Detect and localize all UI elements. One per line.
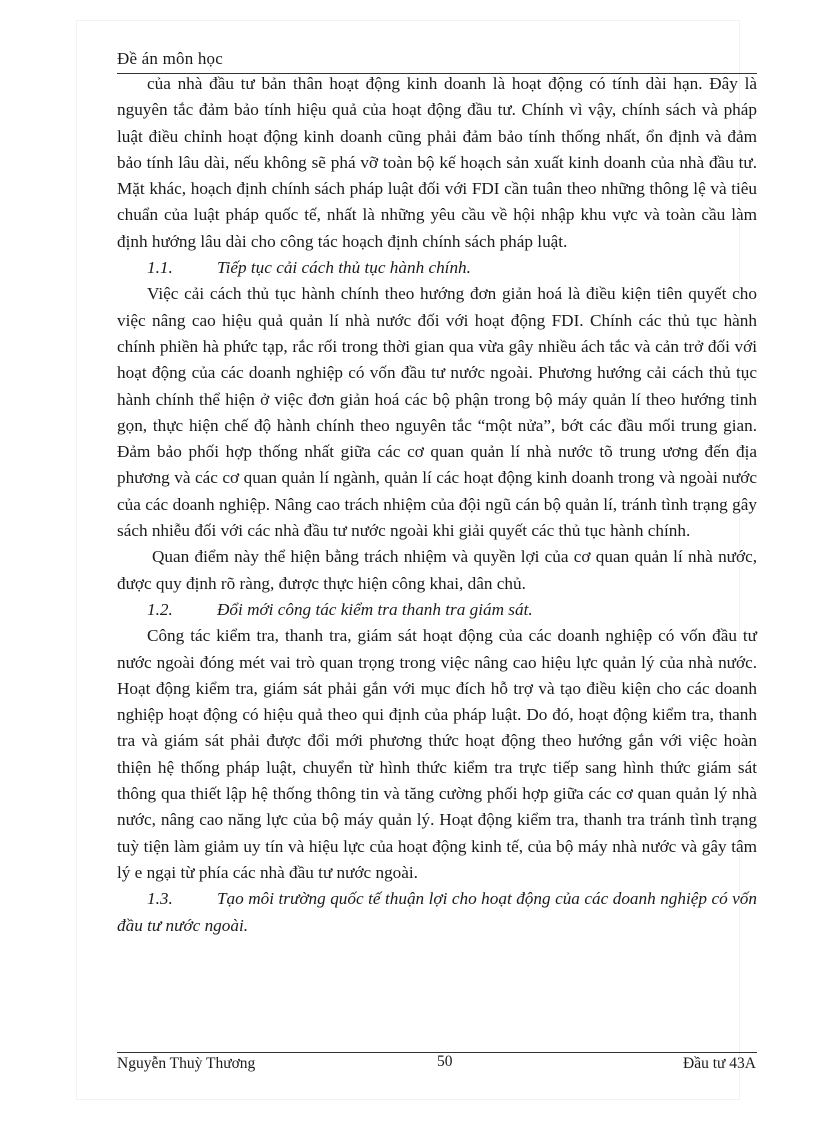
- section-title: Đổi mới công tác kiểm tra thanh tra giám sát.: [217, 599, 533, 619]
- footer-class: Đầu tư 43A: [683, 1055, 756, 1072]
- section-title: Tiếp tục cải cách thủ tục hành chính.: [217, 258, 471, 278]
- section-heading-1-2: [117, 597, 757, 623]
- footer-author: Nguyễn Thuỳ Thương: [117, 1055, 256, 1072]
- paragraph-inspection: Công tác kiểm tra, thanh tra, giám sát hoạt động của các doanh nghiệp có vốn đầu tư nước ngoài đóng mét vai trò quan trọng trong việc nâng cao hiệu lực quản lý của nhà nước. Hoạt động kiểm tra, giám sát phải gắn với mục đích hỗ trợ và tạo điều kiện cho các doanh nghiệp hoạt động có hiệu quả theo qui định của pháp luật. Do đó, hoạt động kiểm tra, thanh tra và giám sát phải được đổi mới phương thức hoạt động theo hướng gắn với việc hoàn thiện hệ thống pháp luật, chuyển từ hình thức kiểm tra trực tiếp sang hình thức giám sát thông qua thiết lập hệ thống thông tin và tăng cường phối hợp giữa các cơ quan quản lý nhà nước, nâng cao năng lực của bộ máy quản lý. Hoạt động kiểm tra, thanh tra tránh tình trạng tuỳ tiện làm giảm uy tín và hiệu lực của hoạt động kinh tế, của bộ máy nhà nước và gây tâm lý e ngại từ phía các nhà đầu tư nước ngoài.: [117, 626, 757, 882]
- section-heading-1-3: [117, 886, 757, 939]
- section-heading-1-1: [117, 255, 757, 281]
- page-number: 50: [437, 1053, 453, 1070]
- paragraph-admin-reform: Việc cải cách thủ tục hành chính theo hướng đơn giản hoá là điều kiện tiên quyết cho việc nâng cao hiệu quả quản lí nhà nước đối với hoạt động FDI. Chính các thủ tục hành chính phiền hà phức tạp, rắc rối trong thời gian qua vừa gây nhiều ách tắc và cản trở đối với hoạt động của các doanh nghiệp có vốn đầu tư nước ngoài. Phương hướng cải cách thủ tục hành chính thể hiện ở việc đơn giản hoá các bộ phận trong bộ máy quản lí theo hướng tinh gọn, thực hiện chế độ hành chính theo nguyên tắc “một nửa”, bớt các đầu mối trung gian. Đảm bảo phối hợp thống nhất giữa các cơ quan quản lí nhà nước tõ trung ương đến địa phương và các cơ quan quản lí ngành, quản lí các hoạt động kinh doanh trong và ngoài nước của các doanh nghiệp. Nâng cao trách nhiệm của đội ngũ cán bộ quản lí, tránh tình trạng gây sách nhiễu đối với các nhà đầu tư nước ngoài khi giải quyết các thủ tục hành chính.: [117, 284, 757, 541]
- section-number: 1.1.: [147, 258, 173, 278]
- paragraph-continuation: của nhà đầu tư bản thân hoạt động kinh doanh là hoạt động có tính dài hạn. Đây là nguyên tắc đảm bảo tính hiệu quả của hoạt động đầu tư. Chính vì vậy, chính sách và pháp luật điều chỉnh hoạt động kinh doanh cũng phải đảm bảo tính thống nhất, ổn định và đảm bảo tính lâu dài, nếu không sẽ phá vỡ toàn bộ kế hoạch sản xuất kinh doanh của nhà đầu tư. Mặt khác, hoạch định chính sách pháp luật đối với FDI cần tuân theo những thông lệ và tiêu chuẩn của luật pháp quốc tế, nhất là những yêu cầu về hội nhập khu vực và toàn cầu làm định hướng lâu dài cho công tác hoạch định chính sách pháp luật.: [117, 74, 757, 251]
- header-title: Đề án môn học: [117, 49, 223, 68]
- section-number: 1.2.: [147, 599, 173, 619]
- paragraph-viewpoint: Quan điểm này thể hiện bằng trách nhiệm và quyền lợi của cơ quan quản lí nhà nước, được quy định rõ ràng, đưrợc thực hiện công khai, dân chủ.: [117, 547, 757, 593]
- document-body: [117, 71, 757, 939]
- section-title: Tạo môi trường quốc tế thuận lợi cho hoạt động của các doanh nghiệp có vốn đầu tư nước ngoài.: [117, 889, 757, 935]
- section-number: 1.3.: [147, 889, 173, 909]
